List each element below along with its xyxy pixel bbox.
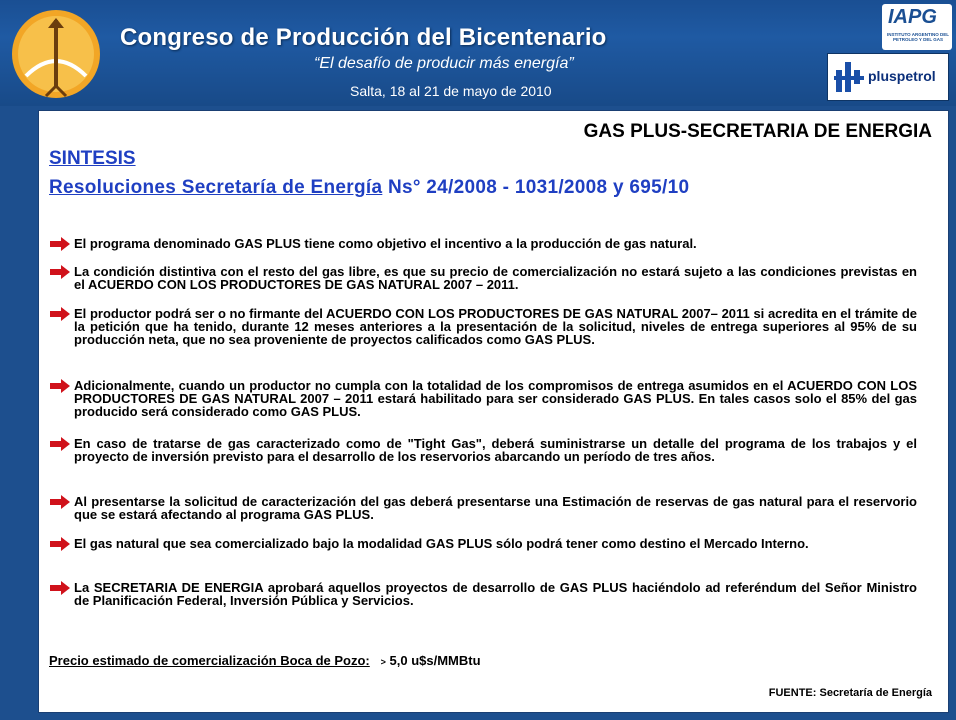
resolution-heading <box>49 177 689 199</box>
pluspetrol-mark-icon <box>834 60 864 94</box>
red-arrow-icon <box>49 437 71 451</box>
red-arrow-icon <box>49 379 71 393</box>
bullet-text: En caso de tratarse de gas caracterizado como de "Tight Gas", deberá suministrarse un detalle del programa de los trabajos y el proyecto de inversión previsto para el desarrollo de los reservorios abarcando un período de tres años. <box>74 436 917 464</box>
conference-date: Salta, 18 al 21 de mayo de 2010 <box>350 83 552 99</box>
price-label: Precio estimado de comercialización Boca de Pozo: <box>49 653 370 668</box>
bullet-text: Al presentarse la solicitud de caracterización del gas deberá presentarse una Estimación de reservas de gas natural para el reservorio que se estará afectando al programa GAS PLUS. <box>74 494 917 522</box>
pluspetrol-logo <box>827 53 949 101</box>
bullet-text: La SECRETARIA DE ENERGIA aprobará aquellos proyectos de desarrollo de GAS PLUS haciéndolo ad referéndum del Señor Ministro de Planificación Federal, Inversión Pública y Servicios. <box>74 580 917 608</box>
bullet-item <box>49 265 917 291</box>
bullet-text: La condición distintiva con el resto del gas libre, es que su precio de comercialización no estará sujeto a las condiciones previstas en el ACUERDO CON LOS PRODUCTORES DE GAS NATURAL 2007 – 2011. <box>74 264 917 292</box>
source-note: FUENTE: Secretaría de Energía <box>768 687 932 699</box>
price-value: 5,0 u$s/MMBtu <box>389 653 481 668</box>
pluspetrol-name: pluspetrol <box>868 68 936 84</box>
bullet-text: Adicionalmente, cuando un productor no cumpla con la totalidad de los compromisos de entrega asumidos en el ACUERDO CON LOS PRODUCTORES DE GAS NATURAL 2007 – 2011 estará habilitado para ser considerado GAS PLUS. En tales casos solo el 85% del gas producido será considerado como GAS PLUS. <box>74 378 917 419</box>
bullet-item <box>49 581 917 607</box>
red-arrow-icon <box>49 581 71 595</box>
bullet-item <box>49 237 917 250</box>
iapg-logo <box>882 4 952 50</box>
slide-title: GAS PLUS-SECRETARIA DE ENERGIA <box>583 121 932 142</box>
bullet-text: El productor podrá ser o no firmante del ACUERDO CON LOS PRODUCTORES DE GAS NATURAL 2007– 2011 si acredita en el trámite de la petición que ha tenido, durante 12 meses anteriores a la presentación de la solicitud, niveles de entrega superiores al 95% de su producción neta, que no sea proveniente de proyectos calificados como GAS PLUS. <box>74 306 917 347</box>
conference-subtitle: “El desafío de producir más energía” <box>314 55 574 72</box>
bullet-text: El programa denominado GAS PLUS tiene como objetivo el incentivo a la producción de gas natural. <box>74 236 697 251</box>
bullet-item <box>49 495 917 521</box>
red-arrow-icon <box>49 537 71 551</box>
iapg-institute-text: INSTITUTO ARGENTINO DEL PETROLEO Y DEL GAS <box>886 32 949 42</box>
red-arrow-icon <box>49 265 71 279</box>
slide-content <box>38 110 949 713</box>
sintesis-heading[interactable]: SINTESIS <box>49 148 136 169</box>
iapg-mark: IAPG <box>888 6 937 28</box>
bicentenario-logo <box>8 6 104 102</box>
bullet-item <box>49 379 917 418</box>
bullet-text: El gas natural que sea comercializado bajo la modalidad GAS PLUS sólo podrá tener como destino el Mercado Interno. <box>74 536 809 551</box>
bullet-item <box>49 537 917 550</box>
red-arrow-icon <box>49 495 71 509</box>
resolution-link[interactable]: Resoluciones Secretaría de Energía <box>49 177 383 198</box>
price-symbol: > <box>380 657 386 667</box>
resolution-numbers: Ns° 24/2008 - 1031/2008 y 695/10 <box>387 177 690 198</box>
header-banner <box>0 0 956 106</box>
bullet-item <box>49 307 917 346</box>
price-line <box>49 653 481 668</box>
red-arrow-icon <box>49 237 71 251</box>
bullet-item <box>49 437 917 463</box>
red-arrow-icon <box>49 307 71 321</box>
conference-title: Congreso de Producción del Bicentenario <box>120 24 607 51</box>
